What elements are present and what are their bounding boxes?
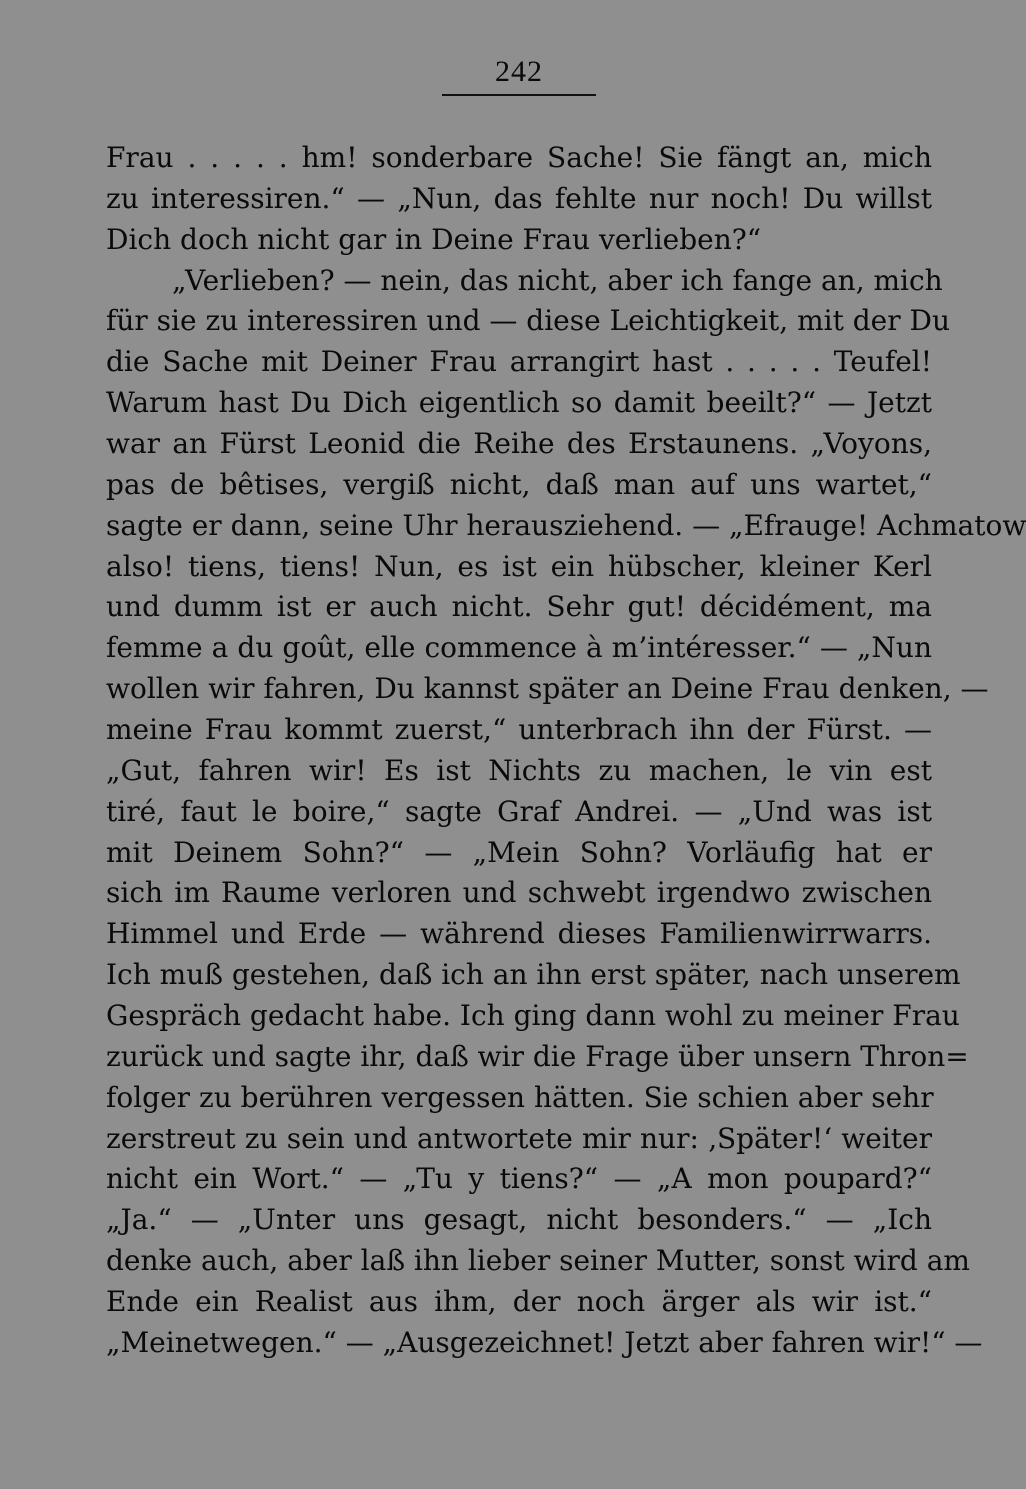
text-line-11: also! tiens, tiens! Nun, es ist ein hübscher, kleiner Kerl: [106, 549, 932, 583]
text-line-3: Dich doch nicht gar in Deine Frau verlieben?“: [106, 222, 762, 256]
text-line-15: meine Frau kommt zuerst,“ unterbrach ihn der Fürst. —: [106, 713, 932, 747]
text-line-18: mit Deinem Sohn?“ — „Mein Sohn? Vorläufig hat er: [106, 835, 932, 869]
text-line-26: nicht ein Wort.“ — „Tu y tiens?“ — „A mon poupard?“: [106, 1162, 932, 1196]
text-line-13: femme a du goût, elle commence à m’intéresser.“ — „Nun: [106, 631, 932, 665]
text-line-29: Ende ein Realist aus ihm, der noch ärger als wir ist.“: [106, 1285, 932, 1319]
text-line-14: wollen wir fahren, Du kannst später an Deine Frau denken, —: [106, 672, 989, 706]
text-line-28: denke auch, aber laß ihn lieber seiner Mutter, sonst wird am: [106, 1244, 970, 1278]
text-line-1: Frau . . . . . hm! sonderbare Sache! Sie fängt an, mich: [106, 141, 932, 174]
text-line-21: Ich muß gestehen, daß ich an ihn erst später, nach unserem: [106, 958, 961, 992]
text-line-6: die Sache mit Deiner Frau arrangirt hast . . . . . Teufel!: [106, 345, 932, 379]
text-line-9: pas de bêtises, vergiß nicht, daß man auf uns wartet,“: [106, 467, 932, 501]
text-line-10: sagte er dann, seine Uhr herausziehend. — „Efrauge! Achmatow: [106, 508, 1026, 542]
body-text: [106, 138, 1026, 1364]
text-line-22: Gespräch gedacht habe. Ich ging dann wohl zu meiner Frau: [106, 999, 960, 1033]
text-line-20: Himmel und Erde — während dieses Familienwirrwarrs.: [106, 917, 932, 951]
text-line-8: war an Fürst Leonid die Reihe des Erstaunens. „Voyons,: [106, 427, 932, 461]
text-line-30: „Meinetwegen.“ — „Ausgezeichnet! Jetzt aber fahren wir!“ —: [106, 1325, 983, 1359]
text-line-25: zerstreut zu sein und antwortete mir nur: ‚Später!‘ weiter: [106, 1121, 932, 1155]
text-line-12: und dumm ist er auch nicht. Sehr gut! décidément, ma: [106, 590, 932, 624]
text-line-2: zu interessiren.“ — „Nun, das fehlte nur noch! Du willst: [106, 181, 932, 215]
text-line-23: zurück und sagte ihr, daß wir die Frage über unsern Thron=: [106, 1039, 969, 1073]
text-line-24: folger zu berühren vergessen hätten. Sie schien aber sehr: [106, 1080, 934, 1114]
text-line-27: „Ja.“ — „Unter uns gesagt, nicht besonders.“ — „Ich: [106, 1203, 932, 1237]
text-line-7: Warum hast Du Dich eigentlich so damit beeilt?“ — Jetzt: [106, 386, 932, 420]
text-line-19: sich im Raume verloren und schwebt irgendwo zwischen: [106, 876, 932, 910]
text-line-5: für sie zu interessiren und — diese Leichtigkeit, mit der Du: [106, 304, 951, 338]
header-rule: [442, 94, 596, 96]
text-line-4: „Verlieben? — nein, das nicht, aber ich fange an, mich: [172, 263, 943, 297]
text-line-17: tiré, faut le boire,“ sagte Graf Andrei. — „Und was ist: [106, 794, 932, 828]
page-number: 242: [495, 55, 543, 88]
text-line-16: „Gut, fahren wir! Es ist Nichts zu machen, le vin est: [106, 753, 932, 787]
